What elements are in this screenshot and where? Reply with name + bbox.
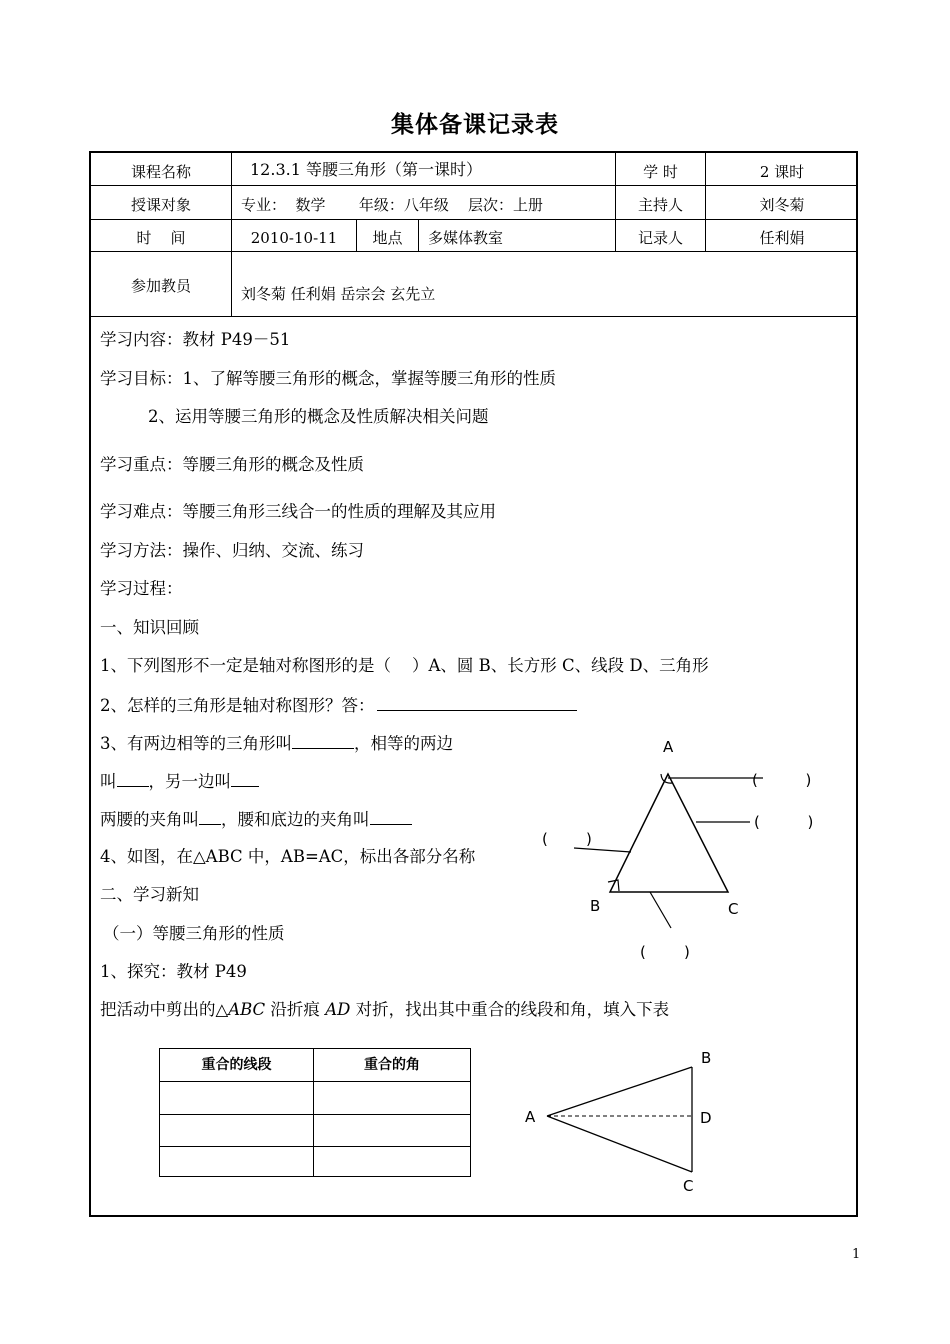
fold-text-2: 沿折痕 — [265, 1000, 326, 1019]
base-blank: ( ) — [640, 943, 690, 961]
vertex-b-label: B — [590, 897, 601, 915]
row-divider — [160, 1081, 470, 1082]
point-d-label: D — [700, 1109, 712, 1127]
row-divider — [90, 251, 858, 252]
triangle-name: ABC — [228, 1000, 266, 1019]
triangle-abc — [610, 774, 728, 892]
section-new: 二、学习新知 — [100, 885, 199, 904]
answer-blank — [199, 809, 221, 825]
question-3-text-2: ，相等的两边 — [354, 734, 453, 753]
question-2-text: 2、怎样的三角形是轴对称图形？答： — [100, 696, 375, 715]
vertex-b-label: B — [701, 1049, 712, 1067]
answer-blank — [231, 771, 259, 787]
study-difficulty: 学习难点：等腰三角形三线合一的性质的理解及其应用 — [100, 502, 496, 521]
time-value: 2010-10-11 — [250, 229, 338, 247]
triangle-figure — [530, 730, 858, 970]
pointer-line — [574, 848, 631, 852]
host-label: 主持人 — [637, 196, 683, 214]
study-goal-2: 2、运用等腰三角形的概念及性质解决相关问题 — [148, 407, 489, 426]
course-value: 12.3.1 等腰三角形（第一课时） — [250, 160, 482, 179]
row-divider — [90, 185, 858, 186]
vertex-c-label: C — [728, 900, 739, 918]
page-title: 集体备课记录表 — [391, 112, 559, 138]
hours-label: 学 时 — [643, 163, 678, 181]
question-3-line-3 — [100, 809, 412, 830]
row-divider — [90, 316, 858, 317]
folded-triangle-figure — [520, 1042, 720, 1202]
answer-blank — [370, 809, 412, 825]
fold-text-1: 把活动中剪出的△ — [100, 1000, 229, 1019]
fold-line-name: AD — [325, 1000, 351, 1019]
audience-label: 授课对象 — [130, 196, 191, 214]
col-header-segments: 重合的线段 — [201, 1057, 272, 1073]
overlap-table — [159, 1048, 471, 1177]
apex-angle-blank: ( ) — [752, 771, 812, 789]
teachers-value: 刘冬菊 任利娟 岳宗会 玄先立 — [241, 285, 436, 303]
fold-text-3: 对折，找出其中重合的线段和角，填入下表 — [350, 1000, 670, 1019]
teachers-label: 参加教员 — [130, 277, 191, 295]
question-3-text-4: ，另一边叫 — [148, 772, 231, 791]
row-divider — [90, 219, 858, 220]
question-4: 4、如图，在△ABC 中，AB=AC，标出各部分名称 — [100, 847, 476, 866]
study-method: 学习方法：操作、归纳、交流、练习 — [100, 541, 364, 560]
subsection-properties: （一）等腰三角形的性质 — [103, 924, 285, 943]
question-3-text-6: ，腰和底边的夹角叫 — [221, 810, 370, 829]
recorder-label: 记录人 — [637, 229, 683, 247]
vertex-a-label: A — [663, 738, 674, 756]
col-header-angles: 重合的角 — [364, 1057, 420, 1073]
row-divider — [160, 1114, 470, 1115]
vertex-c-label: C — [683, 1177, 694, 1195]
question-2 — [100, 695, 577, 716]
side-ac — [547, 1116, 692, 1172]
answer-blank — [377, 695, 577, 711]
base-angle-blank: ( ) — [542, 830, 592, 848]
place-label: 地点 — [372, 229, 403, 247]
question-3-text-3: 叫 — [100, 772, 117, 791]
question-3-text-5: 两腰的夹角叫 — [100, 810, 199, 829]
page-number: 1 — [852, 1247, 861, 1262]
answer-blank — [117, 771, 149, 787]
pointer-line — [650, 892, 671, 928]
host-value: 刘冬菊 — [759, 196, 805, 214]
section-review: 一、知识回顾 — [100, 618, 199, 637]
question-3-line-2 — [100, 771, 259, 792]
answer-blank — [292, 733, 354, 749]
col-divider — [418, 219, 419, 251]
leg-blank: ( ) — [754, 813, 814, 831]
row-divider — [160, 1146, 470, 1147]
vertex-a-label: A — [525, 1108, 536, 1126]
fold-instruction — [100, 1000, 669, 1020]
study-goal: 学习目标：1、了解等腰三角形的概念，掌握等腰三角形的性质 — [100, 369, 556, 388]
audience-value: 专业： 数学 年级：八年级 层次：上册 — [241, 196, 543, 214]
study-focus: 学习重点：等腰三角形的概念及性质 — [100, 455, 364, 474]
study-content: 学习内容：教材 P49－51 — [100, 330, 291, 349]
question-3 — [100, 733, 453, 754]
recorder-value: 任利娟 — [759, 229, 805, 247]
explore-item: 1、探究：教材 P49 — [100, 962, 247, 981]
question-3-text: 3、有两边相等的三角形叫 — [100, 734, 292, 753]
place-value: 多媒体教室 — [428, 229, 504, 247]
hours-value: 2 课时 — [759, 163, 805, 181]
course-label: 课程名称 — [130, 163, 191, 181]
question-1: 1、下列图形不一定是轴对称图形的是（ ）A、圆 B、长方形 C、线段 D、三角形 — [100, 656, 709, 675]
time-label: 时 间 — [136, 229, 186, 247]
study-process: 学习过程： — [100, 579, 183, 598]
side-ab — [547, 1067, 692, 1116]
